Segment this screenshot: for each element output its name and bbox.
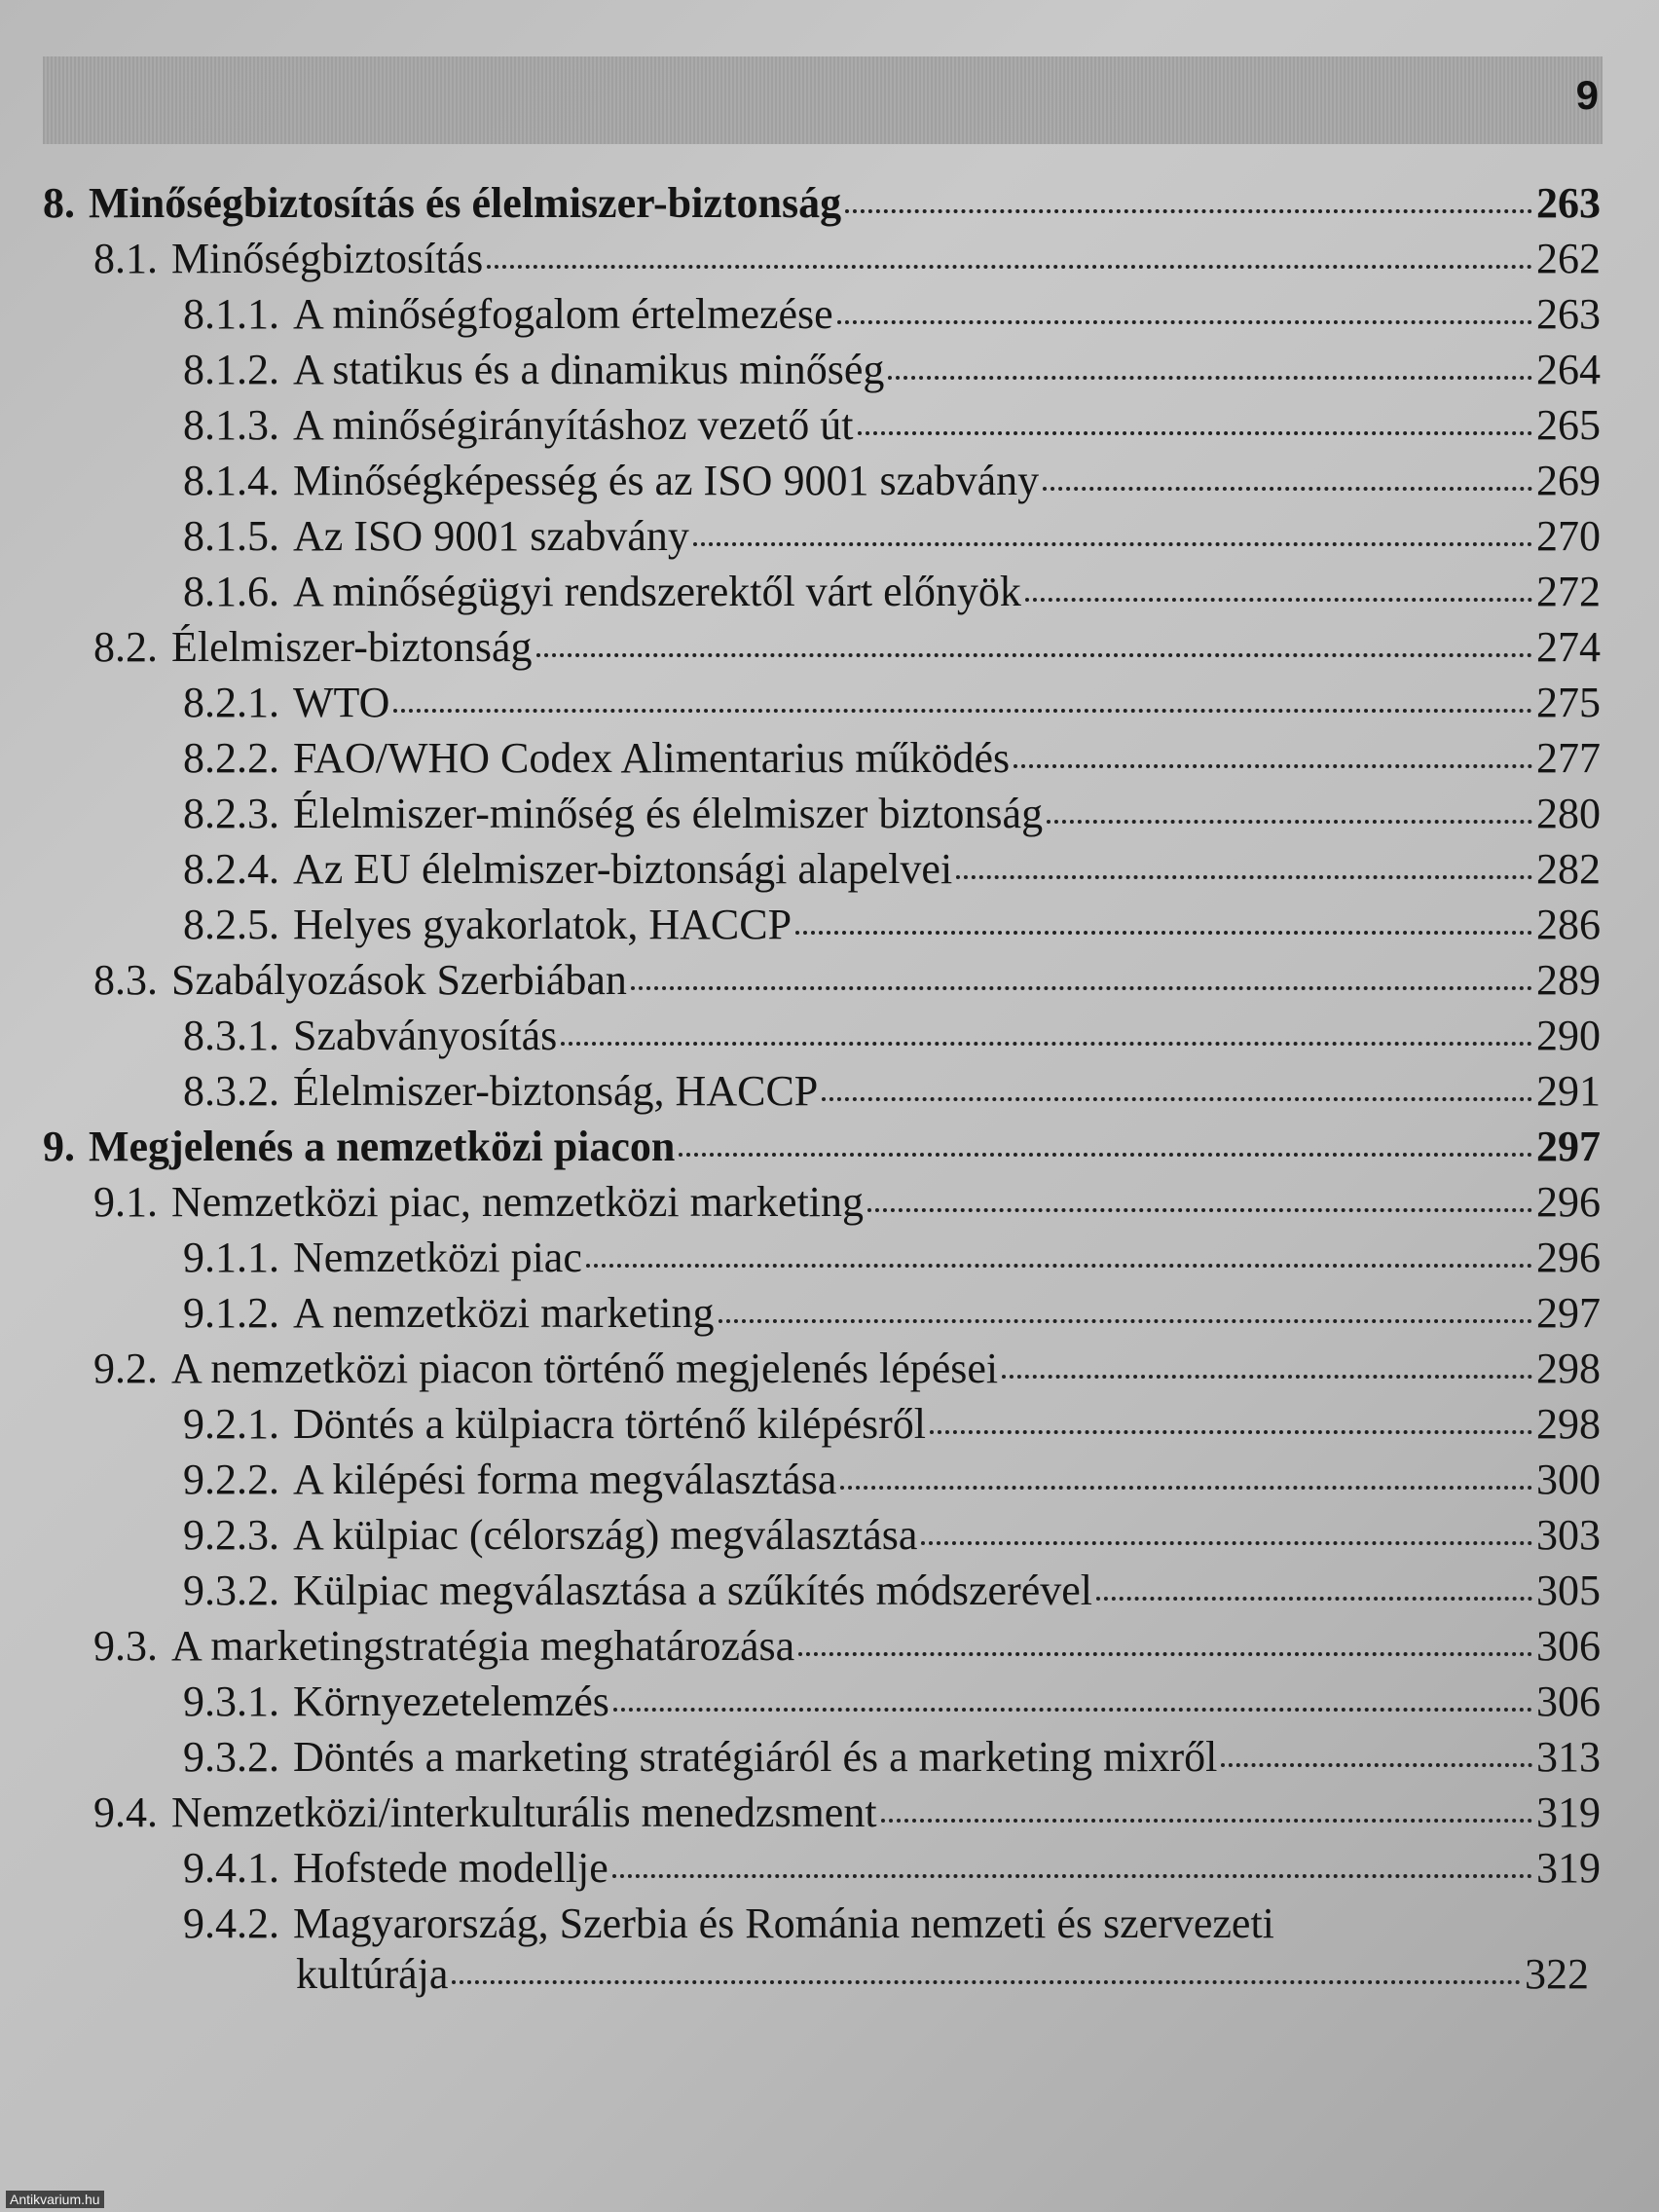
toc-entry-title: Szabályozások Szerbiában bbox=[171, 956, 627, 1004]
toc-entry-page: 269 bbox=[1536, 457, 1601, 504]
toc-leader-dots bbox=[536, 653, 1532, 657]
toc-entry-page: 305 bbox=[1536, 1567, 1601, 1614]
toc-entry-page: 290 bbox=[1536, 1012, 1601, 1059]
toc-leader-dots bbox=[837, 320, 1532, 324]
toc-entry-title: Minőségbiztosítás és élelmiszer-biztonság bbox=[89, 179, 842, 227]
toc-entry-title: Az ISO 9001 szabvány bbox=[293, 512, 689, 560]
toc-entry-number: 8.1.2. bbox=[183, 346, 279, 393]
toc-leader-dots bbox=[840, 1486, 1532, 1490]
toc-entry bbox=[183, 788, 1601, 840]
toc-entry-number: 9.3.1. bbox=[183, 1677, 279, 1725]
toc-entry-title: Szabványosítás bbox=[293, 1012, 558, 1059]
toc-leader-dots bbox=[798, 1652, 1532, 1656]
toc-entry-number: 8.2.1. bbox=[183, 679, 279, 726]
toc-leader-dots bbox=[845, 209, 1532, 213]
page-number: 9 bbox=[1575, 72, 1599, 118]
toc-entry bbox=[183, 732, 1601, 785]
toc-leader-dots bbox=[858, 431, 1532, 435]
toc-entry bbox=[43, 1121, 1601, 1173]
toc-entry-title: Élelmiszer-biztonság bbox=[171, 623, 533, 671]
toc-entry-title: Magyarország, Szerbia és Románia nemzeti és szervezeti bbox=[293, 1899, 1274, 1947]
toc-entry-page: 263 bbox=[1536, 179, 1601, 227]
toc-entry-number: 8.1.5. bbox=[183, 512, 279, 560]
toc-entry-page: 280 bbox=[1536, 790, 1601, 837]
toc-leader-dots bbox=[561, 1042, 1532, 1046]
toc-leader-dots bbox=[1014, 764, 1532, 768]
toc-entry bbox=[183, 399, 1601, 452]
toc-leader-dots bbox=[867, 1208, 1532, 1212]
toc-leader-dots bbox=[1002, 1375, 1532, 1379]
toc-entry-page: 306 bbox=[1536, 1677, 1601, 1725]
toc-entry-number: 9.4. bbox=[93, 1788, 158, 1836]
toc-leader-dots bbox=[1047, 820, 1532, 824]
toc-entry bbox=[93, 954, 1601, 1007]
toc-entry-title: A kilépési forma megválasztása bbox=[293, 1456, 837, 1503]
toc-entry bbox=[183, 566, 1601, 618]
toc-entry bbox=[183, 1565, 1601, 1617]
toc-entry-page: 289 bbox=[1536, 956, 1601, 1004]
toc-entry-page: 298 bbox=[1536, 1400, 1601, 1448]
toc-entry bbox=[183, 455, 1601, 507]
toc-entry-page: 282 bbox=[1536, 845, 1601, 893]
toc-entry-number: 9.1.1. bbox=[183, 1234, 279, 1281]
toc-leader-dots bbox=[1043, 487, 1532, 491]
toc-entry-page: 262 bbox=[1536, 235, 1601, 282]
toc-entry-number: 8.1.4. bbox=[183, 457, 279, 504]
toc-entry bbox=[183, 1842, 1601, 1895]
toc-entry-number: 8.2. bbox=[93, 623, 158, 671]
toc-entry bbox=[183, 1010, 1601, 1062]
toc-entry-page: 286 bbox=[1536, 901, 1601, 948]
toc-entry-page: 313 bbox=[1536, 1733, 1601, 1781]
toc-entry-page: 265 bbox=[1536, 401, 1601, 449]
toc-entry bbox=[183, 843, 1601, 896]
toc-entry-number: 9. bbox=[43, 1123, 75, 1170]
toc-entry bbox=[183, 510, 1601, 563]
toc-entry-title: WTO bbox=[293, 679, 390, 726]
toc-entry-number: 9.3.2. bbox=[183, 1733, 279, 1781]
toc-leader-dots bbox=[795, 931, 1532, 935]
toc-entry-page: 303 bbox=[1536, 1511, 1601, 1559]
toc-entry-number: 8.1.1. bbox=[183, 290, 279, 338]
toc-entry-number: 9.1.2. bbox=[183, 1289, 279, 1337]
toc-entry-page: 319 bbox=[1536, 1844, 1601, 1892]
toc-leader-dots bbox=[613, 1708, 1532, 1712]
toc-leader-dots bbox=[1096, 1597, 1532, 1601]
toc-entry bbox=[183, 344, 1601, 396]
toc-entry bbox=[183, 288, 1601, 341]
toc-entry bbox=[183, 899, 1601, 951]
toc-entry bbox=[183, 1232, 1601, 1284]
toc-leader-dots bbox=[956, 875, 1532, 879]
toc-entry-number: 9.2.2. bbox=[183, 1456, 279, 1503]
toc-entry-continuation bbox=[296, 1948, 1589, 2001]
toc-leader-dots bbox=[888, 376, 1532, 380]
toc-entry-number: 8.2.2. bbox=[183, 734, 279, 782]
toc-entry bbox=[183, 1676, 1601, 1728]
toc-entry bbox=[183, 1898, 1601, 1950]
toc-entry-title: A minőségfogalom értelmezése bbox=[293, 290, 833, 338]
toc-entry-number: 8.2.5. bbox=[183, 901, 279, 948]
toc-entry bbox=[183, 1731, 1601, 1784]
toc-entry-number: 8.3.2. bbox=[183, 1067, 279, 1115]
toc-entry-title: A marketingstratégia meghatározása bbox=[171, 1622, 795, 1670]
toc-entry-page: 297 bbox=[1536, 1289, 1601, 1337]
toc-entry-number: 9.3. bbox=[93, 1622, 158, 1670]
toc-entry-title: Döntés a külpiacra történő kilépésről bbox=[293, 1400, 927, 1448]
toc-entry-page: 270 bbox=[1536, 512, 1601, 560]
toc-leader-dots bbox=[393, 709, 1532, 713]
toc-entry-title: A minőségirányításhoz vezető út bbox=[293, 401, 854, 449]
toc-entry-title: Helyes gyakorlatok, HACCP bbox=[293, 901, 793, 948]
toc-entry-title-cont: kultúrája bbox=[296, 1950, 449, 1998]
toc-entry-title: A statikus és a dinamikus minőség bbox=[293, 346, 885, 393]
toc-entry-number: 9.3.2. bbox=[183, 1567, 279, 1614]
header-band bbox=[43, 56, 1603, 144]
watermark: Antikvarium.hu bbox=[6, 2191, 104, 2208]
toc-leader-dots bbox=[719, 1319, 1532, 1323]
toc-entry bbox=[93, 1787, 1601, 1839]
toc-entry-title: Hofstede modellje bbox=[293, 1844, 608, 1892]
toc-leader-dots bbox=[921, 1541, 1532, 1545]
toc-entry bbox=[183, 1398, 1601, 1451]
toc-entry-page: 322 bbox=[1525, 1950, 1589, 1998]
toc-entry-page: 274 bbox=[1536, 623, 1601, 671]
toc-entry-title: Nemzetközi/interkulturális menedzsment bbox=[171, 1788, 877, 1836]
toc-entry-title: A külpiac (célország) megválasztása bbox=[293, 1511, 918, 1559]
toc-entry-title: Minőségbiztosítás bbox=[171, 235, 484, 282]
toc-entry-title: A minőségügyi rendszerektől várt előnyök bbox=[293, 568, 1021, 615]
toc-leader-dots bbox=[679, 1153, 1532, 1157]
toc-entry-title: Nemzetközi piac, nemzetközi marketing bbox=[171, 1178, 865, 1226]
toc-entry-title: FAO/WHO Codex Alimentarius működés bbox=[293, 734, 1011, 782]
toc-entry-page: 319 bbox=[1536, 1788, 1601, 1836]
toc-entry-number: 8.1.6. bbox=[183, 568, 279, 615]
toc-entry-title: A nemzetközi piacon történő megjelenés lépései bbox=[171, 1345, 999, 1392]
toc-entry-page: 296 bbox=[1536, 1234, 1601, 1281]
toc-entry-number: 9.2.1. bbox=[183, 1400, 279, 1448]
toc-entry-page: 263 bbox=[1536, 290, 1601, 338]
toc-entry bbox=[93, 1620, 1601, 1673]
toc-leader-dots bbox=[586, 1264, 1532, 1268]
toc-entry-number: 9.2.3. bbox=[183, 1511, 279, 1559]
toc-entry-number: 8.1.3. bbox=[183, 401, 279, 449]
toc-entry-page: 296 bbox=[1536, 1178, 1601, 1226]
toc-entry-page: 306 bbox=[1536, 1622, 1601, 1670]
toc-entry-number: 8.1. bbox=[93, 235, 158, 282]
toc-entry bbox=[43, 177, 1601, 230]
toc-entry bbox=[93, 233, 1601, 285]
toc-leader-dots bbox=[1221, 1763, 1532, 1767]
toc-entry-number: 8.3. bbox=[93, 956, 158, 1004]
toc-entry-page: 291 bbox=[1536, 1067, 1601, 1115]
toc-entry-number: 8.2.4. bbox=[183, 845, 279, 893]
toc-leader-dots bbox=[693, 542, 1532, 546]
toc-entry-title: Megjelenés a nemzetközi piacon bbox=[89, 1123, 676, 1170]
toc-entry-page: 300 bbox=[1536, 1456, 1601, 1503]
toc-entry-page: 264 bbox=[1536, 346, 1601, 393]
toc-entry-number: 8.2.3. bbox=[183, 790, 279, 837]
toc-leader-dots bbox=[1025, 598, 1532, 602]
toc-entry bbox=[93, 1343, 1601, 1395]
toc-leader-dots bbox=[822, 1097, 1532, 1101]
toc-entry bbox=[183, 1509, 1601, 1562]
toc-entry-title: Külpiac megválasztása a szűkítés módszerével bbox=[293, 1567, 1093, 1614]
toc-leader-dots bbox=[487, 265, 1532, 269]
toc-entry-number: 9.4.1. bbox=[183, 1844, 279, 1892]
toc-leader-dots bbox=[881, 1819, 1532, 1823]
toc-entry-page: 297 bbox=[1536, 1123, 1601, 1170]
toc-entry bbox=[183, 677, 1601, 729]
toc-entry-title: A nemzetközi marketing bbox=[293, 1289, 715, 1337]
toc-entry-number: 9.4.2. bbox=[183, 1899, 279, 1947]
toc-entry-number: 9.1. bbox=[93, 1178, 158, 1226]
toc-entry-page: 298 bbox=[1536, 1345, 1601, 1392]
toc-leader-dots bbox=[631, 986, 1532, 990]
toc-leader-dots bbox=[930, 1430, 1532, 1434]
toc-leader-dots bbox=[612, 1874, 1532, 1878]
toc-leader-dots bbox=[452, 1980, 1521, 1984]
toc-entry bbox=[93, 1176, 1601, 1229]
toc-entry-page: 277 bbox=[1536, 734, 1601, 782]
toc-entry bbox=[183, 1454, 1601, 1506]
toc-entry bbox=[93, 621, 1601, 674]
toc-entry bbox=[183, 1065, 1601, 1118]
toc-entry-title: Minőségképesség és az ISO 9001 szabvány bbox=[293, 457, 1040, 504]
toc-entry-number: 9.2. bbox=[93, 1345, 158, 1392]
toc-entry-number: 8.3.1. bbox=[183, 1012, 279, 1059]
toc-entry-title: Élelmiszer-minőség és élelmiszer biztonság bbox=[293, 790, 1044, 837]
toc-entry-title: Élelmiszer-biztonság, HACCP bbox=[293, 1067, 819, 1115]
toc-entry-title: Az EU élelmiszer-biztonsági alapelvei bbox=[293, 845, 953, 893]
toc-entry-title: Nemzetközi piac bbox=[293, 1234, 582, 1281]
toc-entry-page: 272 bbox=[1536, 568, 1601, 615]
toc-entry-title: Környezetelemzés bbox=[293, 1677, 609, 1725]
toc-entry bbox=[183, 1287, 1601, 1340]
toc-entry-title: Döntés a marketing stratégiáról és a marketing mixről bbox=[293, 1733, 1218, 1781]
toc-entry-page: 275 bbox=[1536, 679, 1601, 726]
toc-entry-number: 8. bbox=[43, 179, 75, 227]
